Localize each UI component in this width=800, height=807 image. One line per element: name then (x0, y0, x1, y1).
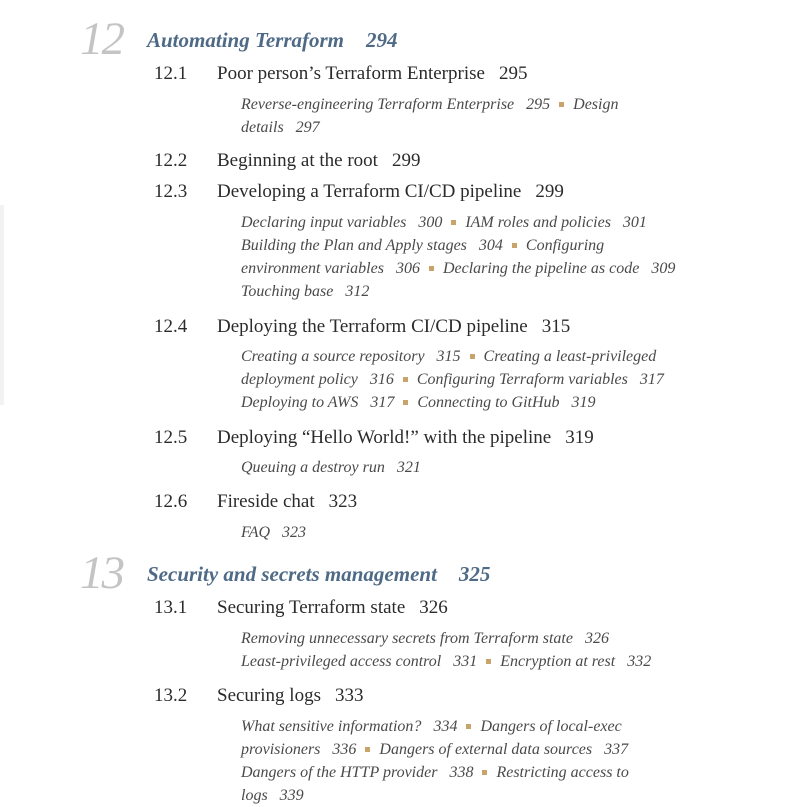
subsection-entry[interactable] (443, 260, 675, 277)
subsection-line (241, 345, 781, 368)
subsection-entry[interactable] (500, 653, 651, 670)
subsection-title: Declaring the pipeline as code (442, 260, 640, 277)
section-title-text: Poor person’s Terraform Enterprise (217, 63, 485, 84)
subsection-entry[interactable] (241, 718, 457, 735)
subsection-list (241, 93, 781, 139)
subsection-page: 326 (584, 630, 609, 647)
subsection-entry[interactable] (573, 96, 618, 113)
section-title[interactable] (217, 685, 363, 707)
subsection-line (241, 257, 781, 280)
subsection-entry[interactable] (241, 348, 461, 365)
subsection-page: 337 (604, 741, 629, 758)
subsection-page: 336 (332, 741, 357, 758)
section-number: 12.2 (154, 150, 188, 171)
section-number: 12.5 (154, 427, 188, 448)
chapter-page: 325 (458, 562, 491, 586)
subsection-title: Restricting access to (496, 764, 629, 781)
bullet-separator (470, 354, 475, 359)
section-title-text: Developing a Terraform CI/CD pipeline (217, 181, 522, 202)
section-number: 12.1 (154, 63, 188, 84)
subsection-entry[interactable] (241, 283, 369, 300)
chapter-number: 12 (80, 13, 123, 65)
subsection-entry[interactable] (526, 237, 604, 254)
chapter-title-text: Security and secrets management (147, 562, 437, 586)
subsection-line (241, 627, 781, 650)
subsection-title: Encryption at rest (500, 653, 616, 670)
section-title[interactable] (217, 181, 564, 203)
subsection-line (241, 761, 781, 784)
bullet-separator (559, 102, 564, 107)
subsection-entry[interactable] (465, 214, 647, 231)
section-page: 299 (391, 150, 421, 171)
chapter-number: 13 (80, 547, 123, 599)
subsection-page: 309 (651, 260, 676, 277)
subsection-entry[interactable] (496, 764, 628, 781)
section-number: 12.6 (154, 491, 188, 512)
subsection-title: logs (241, 787, 268, 804)
subsection-title: What sensitive information? (241, 718, 422, 735)
subsection-page: 304 (478, 237, 503, 254)
subsection-page: 323 (282, 524, 307, 541)
subsection-line (241, 391, 781, 414)
subsection-entry[interactable] (241, 371, 394, 388)
subsection-title: Building the Plan and Apply stages (241, 237, 467, 254)
section-title[interactable] (217, 427, 594, 449)
subsection-list (241, 521, 781, 544)
subsection-entry[interactable] (241, 394, 394, 411)
subsection-page: 295 (526, 96, 551, 113)
subsection-title: FAQ (241, 524, 271, 541)
chapter-page: 294 (366, 28, 398, 52)
subsection-page: 316 (369, 371, 394, 388)
subsection-entry[interactable] (241, 96, 550, 113)
section-page: 295 (498, 63, 528, 84)
subsection-title: Connecting to GitHub (417, 394, 560, 411)
subsection-entry[interactable] (241, 653, 477, 670)
subsection-title: Configuring Terraform variables (416, 371, 628, 388)
subsection-title: Queuing a destroy run (241, 459, 385, 476)
subsection-page: 315 (436, 348, 461, 365)
section-number: 12.4 (154, 316, 188, 337)
subsection-entry[interactable] (417, 371, 664, 388)
subsection-entry[interactable] (484, 348, 657, 365)
section-title-text: Fireside chat (217, 491, 315, 512)
subsection-list (241, 345, 781, 414)
subsection-line (241, 280, 781, 303)
subsection-title: Touching base (241, 283, 334, 300)
subsection-entry[interactable] (417, 394, 595, 411)
section-page: 323 (328, 491, 358, 512)
section-title-text: Deploying the Terraform CI/CD pipeline (217, 316, 528, 337)
subsection-line (241, 715, 781, 738)
subsection-title: details (241, 119, 284, 136)
bullet-separator (429, 266, 434, 271)
subsection-title: Dangers of local-exec (480, 718, 622, 735)
subsection-title: Dangers of the HTTP provider (241, 764, 438, 781)
bullet-separator (512, 243, 517, 248)
subsection-page: 306 (395, 260, 420, 277)
bullet-separator (451, 220, 456, 225)
subsection-line (241, 93, 781, 116)
subsection-page: 321 (396, 459, 421, 476)
bullet-separator (365, 747, 370, 752)
bullet-separator (486, 659, 491, 664)
section-title-text: Deploying “Hello World!” with the pipeline (217, 427, 552, 448)
subsection-page: 297 (295, 119, 320, 136)
subsection-title: Creating a least-privileged (483, 348, 657, 365)
section-number: 13.1 (154, 597, 188, 618)
subsection-entry[interactable] (241, 741, 356, 758)
subsection-page: 334 (433, 718, 458, 735)
subsection-page: 300 (418, 214, 443, 231)
subsection-page: 312 (345, 283, 370, 300)
section-title[interactable] (217, 63, 527, 85)
subsection-title: Deploying to AWS (241, 394, 359, 411)
bullet-separator (403, 377, 408, 382)
subsection-line (241, 211, 781, 234)
subsection-title: environment variables (241, 260, 384, 277)
section-page: 319 (565, 427, 594, 448)
subsection-title: deployment policy (241, 371, 358, 388)
subsection-list (241, 715, 781, 807)
subsection-title: Reverse-engineering Terraform Enterprise (241, 96, 515, 113)
subsection-list (241, 627, 781, 673)
subsection-page: 319 (571, 394, 596, 411)
subsection-entry[interactable] (241, 630, 609, 647)
subsection-page: 317 (370, 394, 395, 411)
subsection-page: 317 (639, 371, 664, 388)
section-title-text: Securing logs (217, 685, 321, 706)
subsection-entry[interactable] (241, 237, 503, 254)
subsection-title: Configuring (525, 237, 605, 254)
subsection-entry[interactable] (480, 718, 621, 735)
subsection-line (241, 456, 781, 479)
section-title[interactable] (217, 491, 357, 513)
subsection-title: Design (573, 96, 619, 113)
section-page: 299 (535, 181, 564, 202)
section-number: 13.2 (154, 685, 188, 706)
subsection-title: Dangers of external data sources (379, 741, 593, 758)
subsection-line (241, 650, 781, 673)
subsection-entry[interactable] (241, 119, 320, 136)
subsection-line (241, 738, 781, 761)
section-page: 326 (419, 597, 448, 618)
subsection-list (241, 211, 781, 303)
subsection-entry[interactable] (241, 764, 473, 781)
subsection-line (241, 784, 781, 807)
subsection-line (241, 368, 781, 391)
chapter-title[interactable] (147, 28, 398, 53)
subsection-entry[interactable] (241, 787, 304, 804)
subsection-entry[interactable] (241, 524, 306, 541)
subsection-page: 339 (279, 787, 304, 804)
section-page: 333 (334, 685, 364, 706)
chapter-title-text: Automating Terraform (147, 28, 345, 52)
subsection-title: IAM roles and policies (465, 214, 611, 231)
subsection-line (241, 116, 781, 139)
subsection-title: Removing unnecessary secrets from Terraform state (241, 630, 573, 647)
subsection-entry[interactable] (379, 741, 628, 758)
section-title[interactable] (217, 150, 420, 172)
subsection-line (241, 234, 781, 257)
section-title[interactable] (217, 316, 570, 338)
subsection-page: 331 (453, 653, 478, 670)
bullet-separator (466, 724, 471, 729)
subsection-title: Creating a source repository (241, 348, 425, 365)
section-title-text: Securing Terraform state (217, 597, 406, 618)
subsection-page: 332 (627, 653, 652, 670)
subsection-page: 338 (449, 764, 474, 781)
subsection-entry[interactable] (241, 459, 421, 476)
subsection-entry[interactable] (241, 214, 442, 231)
section-title-text: Beginning at the root (217, 150, 378, 171)
section-page: 315 (541, 316, 571, 337)
bullet-separator (482, 770, 487, 775)
subsection-entry[interactable] (241, 260, 420, 277)
section-number: 12.3 (154, 181, 188, 202)
subsection-title: Least-privileged access control (241, 653, 442, 670)
subsection-title: Declaring input variables (241, 214, 407, 231)
chapter-title[interactable] (147, 562, 490, 587)
subsection-page: 301 (622, 214, 647, 231)
section-title[interactable] (217, 597, 448, 619)
subsection-title: provisioners (241, 741, 321, 758)
bullet-separator (403, 400, 408, 405)
subsection-line (241, 521, 781, 544)
subsection-list (241, 456, 781, 479)
